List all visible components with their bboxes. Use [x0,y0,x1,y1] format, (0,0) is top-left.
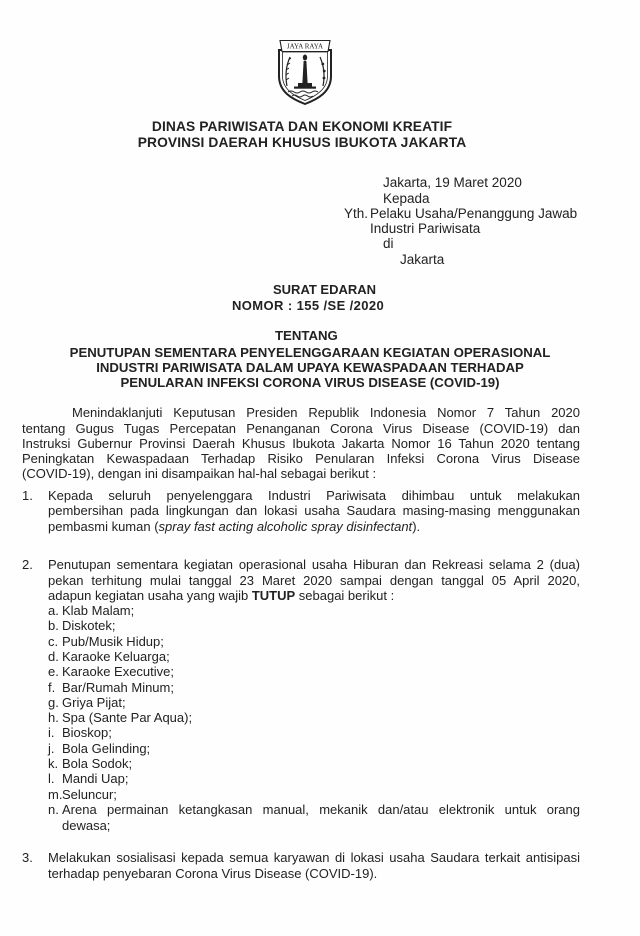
item-bold-text: TUTUP [251,588,296,603]
item-number: 2. [22,557,33,572]
monument-base [298,83,312,87]
sub-item-letter: i. [48,725,55,740]
intro-line-1: Menindaklanjuti Keputusan Presiden Republik Indonesia Nomor 7 Tahun 2020 [72,405,580,420]
sub-item-text: Pub/Musik Hidup; [62,634,164,649]
recipient-line-1: Pelaku Usaha/Penanggung Jawab [370,206,578,221]
intro-line-2: tentang Gugus Tugas Percepatan Penanganan Corona Virus Disease (COVID-19) dan [22,421,580,436]
intro-line-4: Peningkatan Kewaspadaan Terhadap Risiko Penularan Infeksi Corona Virus Disease [22,451,580,466]
monument-flame [303,55,307,61]
item-number: 3. [22,850,33,865]
intro-line-3: Instruksi Gubernur Provinsi Daerah Khusus Ibukota Jakarta Nomor 16 Tahun 2020 tentang [22,436,580,451]
item-line: pekan terhitung mulai tanggal 23 Maret 2020 sampai dengan tanggal 05 April 2020, [48,573,580,588]
sub-item-text: Karaoke Executive; [62,664,175,679]
cotton-flower [323,77,326,80]
sub-item-text: Arena permainan ketangkasan manual, mekanik dan/atau elektronik untuk orang [62,802,580,817]
sub-item-text: Diskotek; [62,618,116,633]
emblem-banner-text: JAYA RAYA [286,42,324,51]
sub-item-letter: b. [48,618,59,633]
sub-item-letter: d. [48,649,59,664]
sub-item-letter: e. [48,664,59,679]
item-text: sebagai berikut : [295,588,395,603]
subject-line-3: PENULARAN INFEKSI CORONA VIRUS DISEASE (COVID-19) [120,375,500,390]
sub-item-letter: h. [48,710,59,725]
subject-line-1: PENUTUPAN SEMENTARA PENYELENGGARAAN KEGIATAN OPERASIONAL [69,345,551,360]
agency-name: DINAS PARIWISATA DAN EKONOMI KREATIF [151,119,453,134]
sub-item-text: Mandi Uap; [62,771,129,786]
sub-item-text: Klab Malam; [62,603,135,618]
place-date: Jakarta, 19 Maret 2020 [383,175,522,190]
item-number: 1. [22,488,33,503]
item-line [48,588,394,604]
sub-item-text: Seluncur; [62,787,117,802]
letter-type: SURAT EDARAN [273,282,377,297]
salutation: Yth. [344,206,369,221]
item-line: pembersihan pada lingkungan dan lokasi usaha Saudara masing-masing menggunakan [48,503,580,518]
sub-item-text: Bola Gelinding; [62,741,151,756]
sub-item-letter: k. [48,756,59,771]
sub-item-text: dewasa; [62,818,111,833]
item-line [48,519,420,535]
subject-line-2: INDUSTRI PARIWISATA DALAM UPAYA KEWASPADAAN TERHADAP [96,360,524,375]
sub-item-text: Bioskop; [62,725,112,740]
sub-item-text: Spa (Sante Par Aqua); [62,710,193,725]
item-line: Penutupan sementara kegiatan operasional usaha Hiburan dan Rekreasi selama 2 (dua) [48,557,580,572]
province-name: PROVINSI DAERAH KHUSUS IBUKOTA JAKARTA [137,135,467,150]
recipient-city: Jakarta [400,252,445,267]
cotton-flower [321,63,324,66]
jakarta-emblem-logo [274,38,336,106]
sub-item-text: Karaoke Keluarga; [62,649,170,664]
sub-item-letter: f. [48,680,56,695]
item-line: Kepada seluruh penyelenggara Industri Pariwisata dihimbau untuk melakukan [48,488,580,503]
subject-label: TENTANG [275,328,338,343]
sub-item-text: Griya Pijat; [62,695,126,710]
sub-item-letter: g. [48,695,59,710]
item-italic-text: spray fast acting alcoholic spray disinfectant [158,519,413,534]
sub-item-letter: m. [48,787,63,802]
at-label: di [383,236,394,251]
recipient-line-2: Industri Pariwisata [370,221,481,236]
intro-line-5: (COVID-19), dengan ini disampaikan hal-hal sebagai berikut : [22,466,377,481]
sub-item-text: Bola Sodok; [62,756,133,771]
sub-item-letter: n. [48,802,59,817]
sub-item-letter: j. [48,741,55,756]
item-line: Melakukan sosialisasi kepada semua karyawan di lokasi usaha Saudara terkait antisipasi [48,850,580,865]
sub-item-text: Bar/Rumah Minum; [62,680,174,695]
item-text: ). [412,519,421,534]
monument-platform [294,87,316,89]
to-label: Kepada [383,191,430,206]
item-text: adapun kegiatan usaha yang wajib [48,588,252,603]
letter-number: NOMOR : 155 /SE /2020 [232,298,385,313]
sub-item-letter: c. [48,634,59,649]
sub-item-letter: l. [48,771,55,786]
sub-item-letter: a. [48,603,59,618]
item-line: terhadap penyebaran Corona Virus Disease (COVID-19). [48,866,378,881]
cotton-flower [323,70,326,73]
item-text: pembasmi kuman ( [48,519,159,534]
